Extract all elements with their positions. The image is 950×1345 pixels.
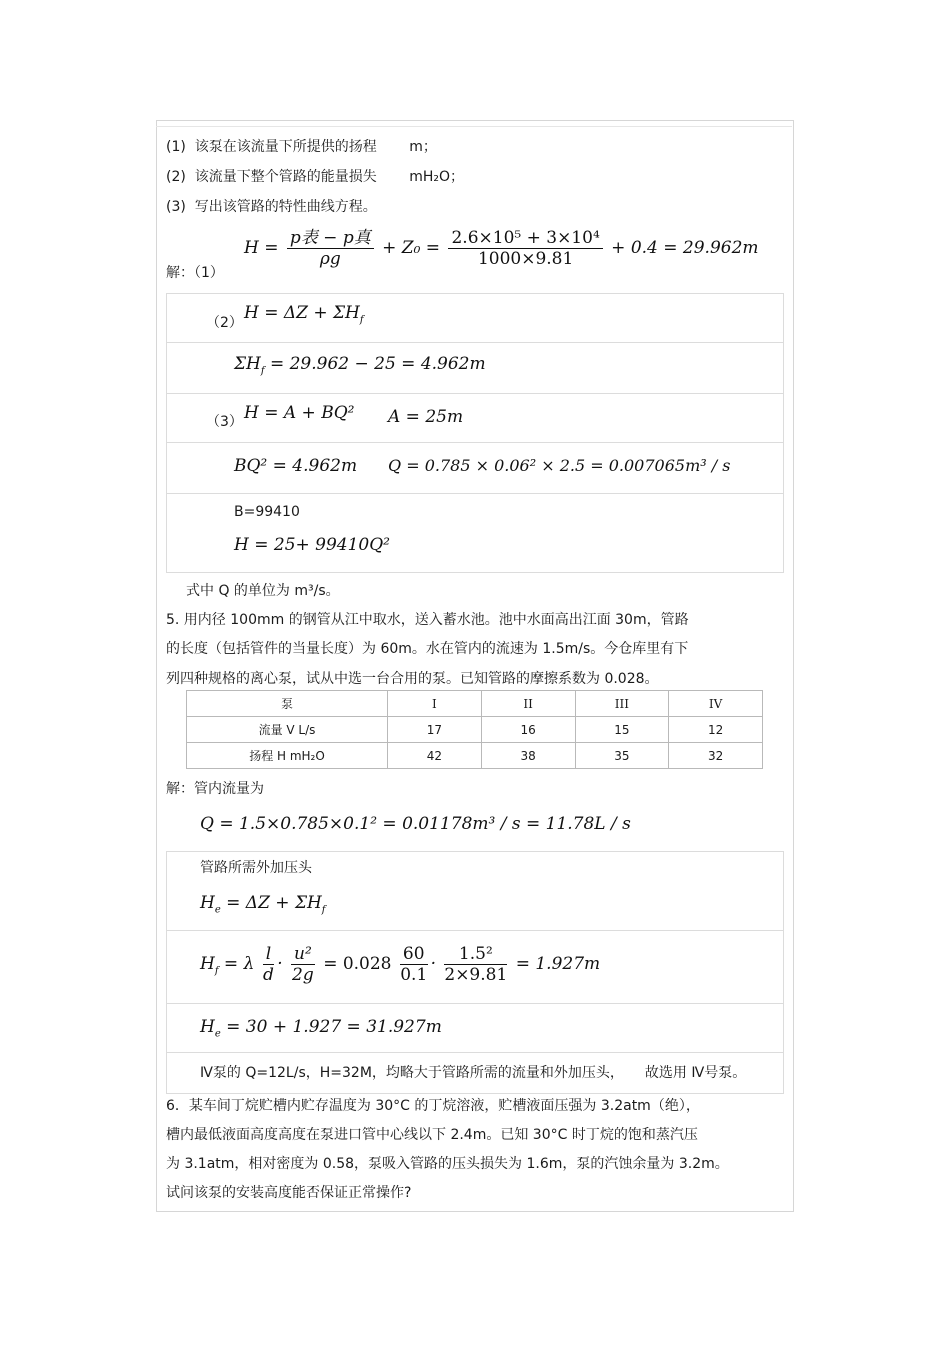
flow-equation: Q = 0.785 × 0.06² × 2.5 = 0.007065m³ / s — [388, 456, 731, 475]
table-cell: 35 — [575, 743, 669, 769]
pipe-flow-equation: Q = 1.5×0.785×0.1² = 0.01178m³ / s = 11.78L / s — [200, 814, 631, 834]
conclusion-text: Ⅳ泵的 Q=12L/s，H=32M，均略大于管路所需的流量和外加压头， 故选用 Ⅳ号泵。 — [200, 1065, 747, 1081]
table-header-cell: I — [388, 691, 482, 717]
problem6-line3: 为 3.1atm，相对密度为 0.58，泵吸入管路的压头损失为 1.6m，泵的汽蚀余量为 3.2m。 — [166, 1156, 729, 1172]
curve-equation: H = A + BQ² — [244, 403, 355, 423]
solution5-label: 解：管内流量为 — [166, 781, 264, 797]
friction-loss-equation: $H_f = \lambda$ $\frac{l}{d}$ · $\frac{\text{u²}}{2g}$ = 0.028 $\frac{60}{0.1}$ · $\frac{\text{1.5²}}{2\times 9.81}$ = 1.927m — [200, 944, 601, 985]
bq-equation: BQ² = 4.962m — [234, 456, 358, 476]
head-equation: H = $\frac{\text{p表 − p真}}{\rho g}$ + Z₀ = $\frac{\text{2.6×10⁵ + 3×10⁴}}{1000\times 9.81}$ + 0.4 = 29.962m — [244, 228, 759, 269]
problem5-line2: 的长度（包括管件的当量长度）为 60m。水在管内的流速为 1.5m/s。今仓库里有下 — [166, 641, 689, 657]
table-cell: 12 — [669, 717, 763, 743]
table-cell: 流量 V L/s — [187, 717, 388, 743]
problem5-line1: 5. 用内径 100mm 的钢管从江中取水，送入蓄水池。池中水面高出江面 30m，管路 — [166, 612, 689, 628]
table-cell: 38 — [481, 743, 575, 769]
solution-label-3: （3） — [206, 414, 243, 430]
question-item-1: (1) 该泵在该流量下所提供的扬程 m； — [166, 139, 437, 155]
solution-label-2: （2） — [206, 315, 243, 331]
pump-table — [186, 690, 763, 769]
problem5-line3: 列四种规格的离心泵，试从中选一台合用的泵。已知管路的摩擦系数为 0.028。 — [166, 671, 659, 687]
unit-note: 式中 Q 的单位为 m³/s。 — [186, 583, 340, 599]
table-header-cell: III — [575, 691, 669, 717]
table-cell: 16 — [481, 717, 575, 743]
table-header-cell: IV — [669, 691, 763, 717]
required-head-equation: $H_e = \Delta Z + \Sigma H_f$ — [200, 893, 326, 916]
table-cell: 17 — [388, 717, 482, 743]
problem6-line1: 6．某车间丁烷贮槽内贮存温度为 30°C 的丁烷溶液，贮槽液面压强为 3.2atm（绝）， — [166, 1098, 700, 1114]
solution-label: 解：（1） — [166, 265, 224, 281]
top-divider — [156, 126, 792, 127]
loss-equation: $\Sigma H_f = 29.962 - 25 = 4.962m$ — [234, 354, 486, 377]
table-cell: 扬程 H mH₂O — [187, 743, 388, 769]
table-cell: 15 — [575, 717, 669, 743]
table-row — [187, 691, 763, 717]
table-header-cell: II — [481, 691, 575, 717]
total-head-equation: $H_e = 30 + 1.927 = 31.927m$ — [200, 1017, 442, 1040]
energy-equation: $H = \Delta Z + \Sigma H_f$ — [244, 303, 364, 326]
table-row — [187, 743, 763, 769]
table-row — [187, 717, 763, 743]
table-cell: 42 — [388, 743, 482, 769]
a-value-equation: A = 25m — [388, 407, 464, 427]
question-item-3: (3) 写出该管路的特性曲线方程。 — [166, 199, 377, 215]
b-value: B=99410 — [234, 504, 300, 520]
final-curve-equation: H = 25+ 99410Q² — [234, 535, 390, 555]
question-item-2: (2) 该流量下整个管路的能量损失 mH₂O； — [166, 169, 464, 185]
problem6-line4: 试问该泵的安装高度能否保证正常操作? — [166, 1185, 412, 1201]
table-header-cell: 泵 — [187, 691, 388, 717]
table-cell: 32 — [669, 743, 763, 769]
required-head-text: 管路所需外加压头 — [200, 860, 312, 876]
problem6-line2: 槽内最低液面高度高度在泵进口管中心线以下 2.4m。已知 30°C 时丁烷的饱和蒸汽压 — [166, 1127, 698, 1143]
